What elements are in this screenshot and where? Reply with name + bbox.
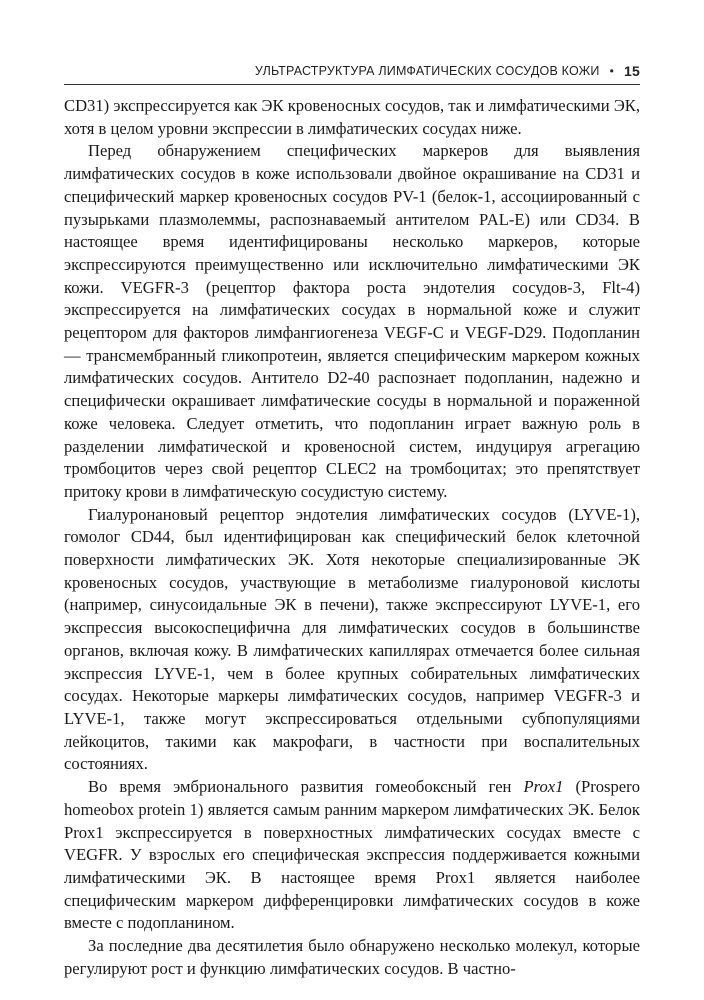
running-header xyxy=(64,58,640,84)
paragraph-text: Гиалуронановый рецептор эндотелия лимфатических сосудов (LYVE-1), гомолог CD44, был идентифицирован как специфический белок клеточной поверхности лимфатических ЭК. Хотя некоторые специализированные ЭК кровеносных сосудов, участвующие в метаболизме гиалуроновой кислоты (например, синусоидальные ЭК в печени), также экспрессируют LYVE-1, его экспрессия высокоспецифична для лимфатических сосудов в большинстве органов, включая кожу. В лимфатических капиллярах отмечается более сильная экспрессия LYVE-1, чем в более крупных собирательных лимфатических сосудах. Некоторые маркеры лимфатических сосудов, например VEGFR-3 и LYVE-1, также могут экспрессироваться отдельными субпопуляциями лейкоцитов, такими как макрофаги, в частности при воспалительных состояниях. xyxy=(64,504,640,774)
paragraph-markers-overview xyxy=(64,140,640,503)
paragraph-text-after: (Prospero homeobox protein 1) является самым ранним маркером лимфатических ЭК. Белок Prox1 экспрессируется в поверхностных лимфатических сосудах вместе с VEGFR. У взрослых его специфическая экспрессия поддерживается кожными лимфатическими ЭК. В настоящее время Prox1 является наиболее специфическим маркером дифференцировки лимфатических сосудов в коже вместе с подопланином. xyxy=(64,777,640,933)
paragraph-lyve1 xyxy=(64,504,640,776)
running-header-bullet: • xyxy=(609,64,615,78)
header-divider xyxy=(64,84,640,85)
page-number: 15 xyxy=(624,63,640,79)
running-header-title: УЛЬТРАСТРУКТУРА ЛИМФАТИЧЕСКИХ СОСУДОВ КОЖИ xyxy=(254,64,600,78)
paragraph-prox1 xyxy=(64,776,640,935)
body-text xyxy=(64,95,640,980)
paragraph-last xyxy=(64,935,640,980)
paragraph-text: CD31) экспрессируется как ЭК кровеносных сосудов, так и лимфатическими ЭК, хотя в целом уровни экспрессии в лимфатических сосудах ниже. xyxy=(64,96,640,138)
paragraph-continued xyxy=(64,95,640,140)
paragraph-text: За последние два десятилетия было обнаружено несколько молекул, которые регулируют рост и функцию лимфатических сосудов. В частно- xyxy=(64,936,640,978)
paragraph-text: Перед обнаружением специфических маркеров для выявления лимфатических сосудов в коже использовали двойное окрашивание на CD31 и специфический маркер кровеносных сосудов PV-1 (белок-1, ассоциированный с пузырьками плазмолеммы, распознаваемый антителом PAL-E) или CD34. В настоящее время идентифицированы несколько маркеров, которые экспрессируются преимущественно или исключительно лимфатическими ЭК кожи. VEGFR-3 (рецептор фактора роста эндотелия сосудов-3, Flt-4) экспрессируется на лимфатических сосудах в нормальной коже и служит рецептором для факторов лимфангиогенеза VEGF-C и VEGF-D29. Подопланин — трансмембранный гликопротеин, является специфическим маркером кожных лимфатических сосудов. Антитело D2-40 распознает подопланин, надежно и специфически окрашивает лимфатические сосуды в нормальной и пораженной коже человека. Следует отметить, что подопланин играет важную роль в разделении лимфатической и кровеносной систем, индуцируя агрегацию тромбоцитов через свой рецептор CLEC2 на тромбоцитах; это препятствует притоку крови в лимфатическую сосудистую систему. xyxy=(64,141,640,501)
paragraph-text-before: Во время эмбрионального развития гомеобоксный ген xyxy=(88,777,524,797)
gene-name-italic: Prox1 xyxy=(523,777,564,797)
